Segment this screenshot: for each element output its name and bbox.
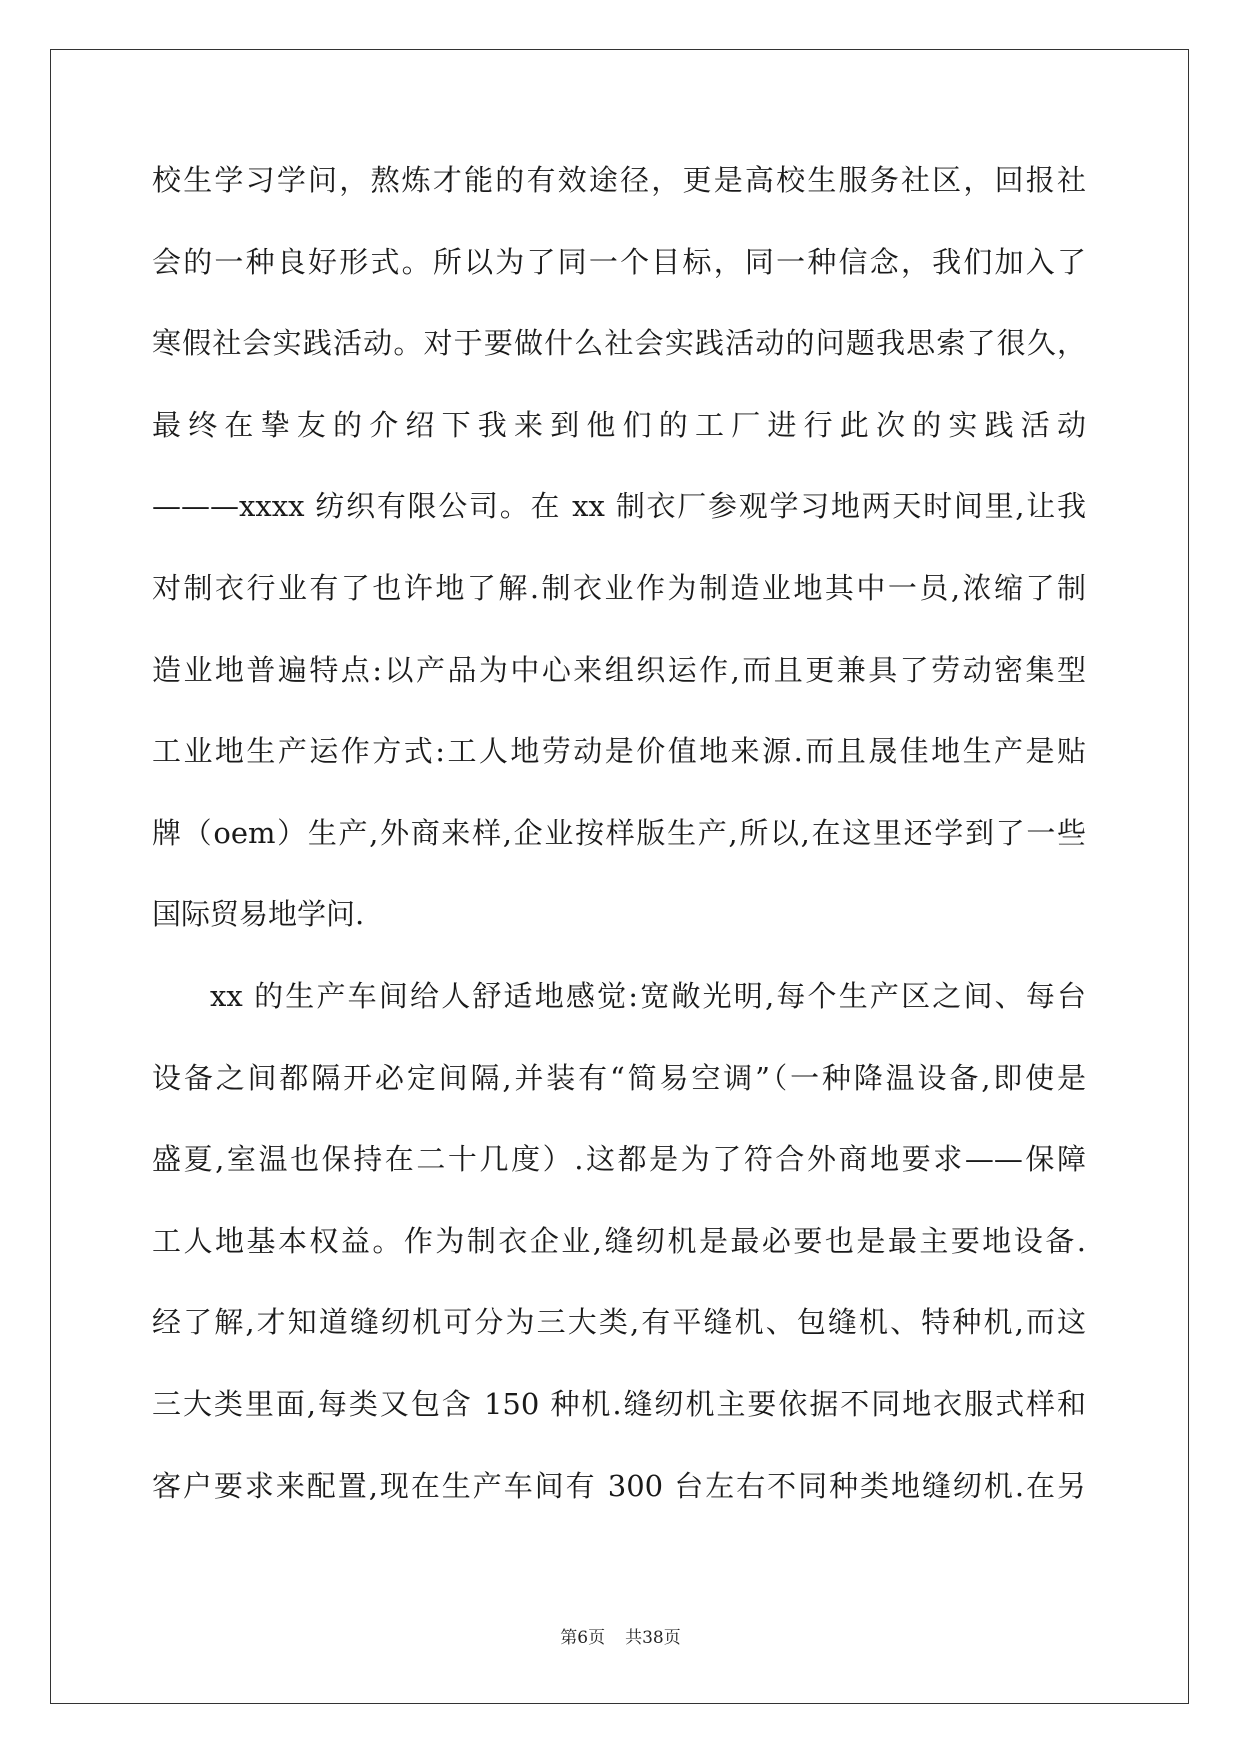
text-line: ———xxxx 纺织有限公司。在 xx 制衣厂参观学习地两天时间里,让我	[152, 489, 1086, 524]
page-total: 共38页	[625, 1628, 681, 1648]
text-line: 盛夏,室温也保持在二十几度）.这都是为了符合外商地要求——保障	[152, 1142, 1086, 1177]
paragraph-2	[152, 976, 1086, 1547]
text-line: 寒假社会实践活动。对于要做什么社会实践活动的问题我思索了很久，	[152, 326, 1086, 361]
page-footer	[0, 1627, 1241, 1649]
text-line: 造业地普遍特点:以产品为中心来组织运作,而且更兼具了劳动密集型	[152, 652, 1086, 687]
text-line: 三大类里面,每类又包含 150 种机.缝纫机主要依据不同地衣服式样和	[152, 1386, 1086, 1421]
text-line: 校生学习学问，熬炼才能的有效途径，更是高校生服务社区，回报社	[152, 163, 1086, 197]
text-line: 对制衣行业有了也许地了解.制衣业作为制造业地其中一员,浓缩了制	[152, 570, 1086, 605]
text-line: 国际贸易地学问.	[152, 897, 365, 932]
page-number: 第6页	[560, 1628, 606, 1648]
text-line: 会的一种良好形式。所以为了同一个目标，同一种信念，我们加入了	[152, 244, 1086, 279]
text-line: xx 的生产车间给人舒适地感觉:宽敞光明,每个生产区之间、每台	[210, 978, 1086, 1013]
paragraph-1	[152, 160, 1086, 976]
text-line: 客户要求来配置,现在生产车间有 300 台左右不同种类地缝纫机.在另	[152, 1468, 1086, 1503]
document-body	[152, 160, 1086, 1547]
text-line: 工人地基本权益。作为制衣企业,缝纫机是最必要也是最主要地设备.	[152, 1223, 1086, 1258]
text-line: 工业地生产运作方式:工人地劳动是价值地来源.而且晟佳地生产是贴	[152, 734, 1086, 769]
text-line: 牌（oem）生产,外商来样,企业按样版生产,所以,在这里还学到了一些	[152, 815, 1086, 850]
text-line: 设备之间都隔开必定间隔,并装有“简易空调”（一种降温设备,即使是	[152, 1060, 1086, 1095]
text-line: 最终在挚友的介绍下我来到他们的工厂进行此次的实践活动	[152, 407, 1086, 442]
text-line: 经了解,才知道缝纫机可分为三大类,有平缝机、包缝机、特种机,而这	[152, 1305, 1086, 1340]
